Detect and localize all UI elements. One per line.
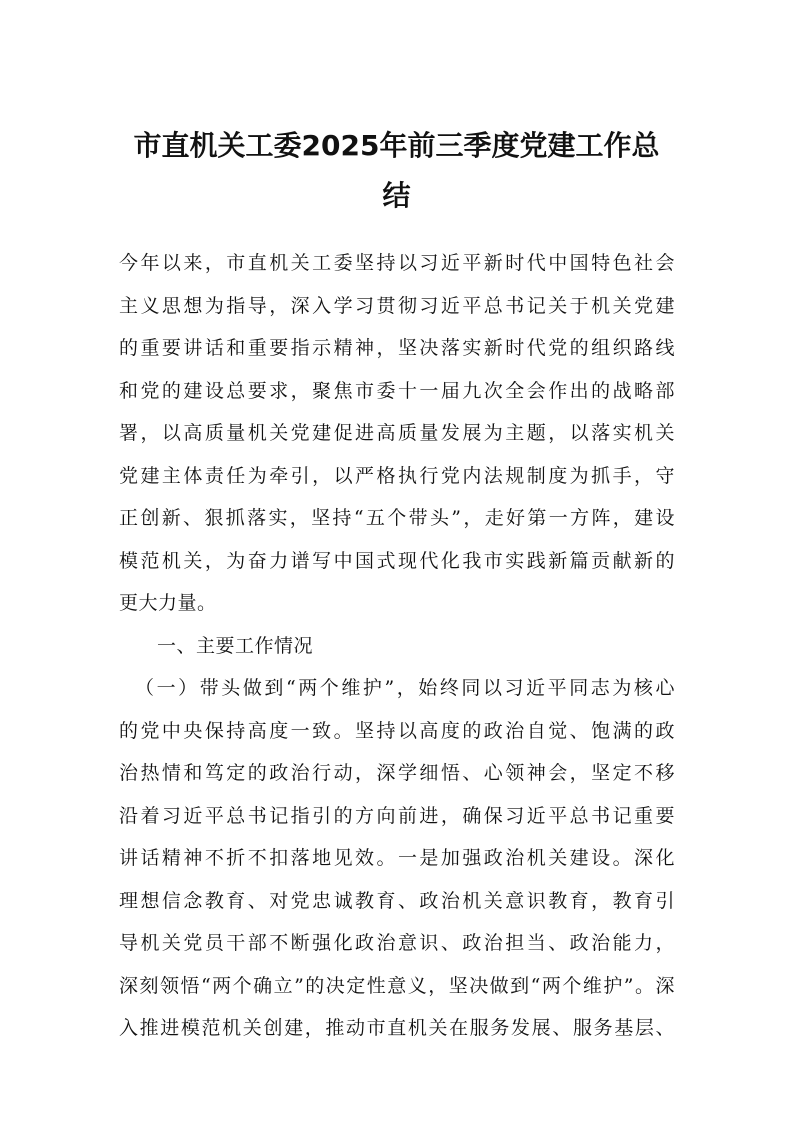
body-line: 治热情和笃定的政治行动，深学细悟、心领神会，坚定不移 (119, 762, 675, 784)
body-line: 党建主体责任为牵引，以严格执行党内法规制度为抓手，守 (119, 464, 675, 487)
body-line: 更大力量。 (119, 592, 217, 614)
body-line: 深刻领悟“两个确立”的决定性意义，坚决做到“两个维护”。深 (119, 974, 675, 997)
body-line: 导机关党员干部不断强化政治意识、政治担当、政治能力， (119, 932, 675, 954)
body-line: 沿着习近平总书记指引的方向前进，确保习近平总书记重要 (119, 804, 675, 827)
body-line: 和党的建设总要求，聚焦市委十一届九次全会作出的战略部 (119, 379, 675, 402)
body-line: 署，以高质量机关党建促进高质量发展为主题，以落实机关 (119, 422, 675, 444)
document-body (119, 242, 675, 1050)
body-line: 正创新、狠抓落实，坚持“五个带头”，走好第一方阵，建设 (119, 507, 675, 529)
body-line: 的党中央保持高度一致。坚持以高度的政治自觉、饱满的政 (119, 719, 675, 742)
body-line: 今年以来，市直机关工委坚持以习近平新时代中国特色社会 (119, 252, 675, 274)
body-line: 理想信念教育、对党忠诚教育、政治机关意识教育，教育引 (119, 889, 675, 912)
section-heading: 一、主要工作情况 (157, 634, 314, 657)
subsection-heading-line: （一）带头做到“两个维护”，始终同以习近平同志为核心 (135, 677, 675, 699)
body-line: 的重要讲话和重要指示精神，坚决落实新时代党的组织路线 (119, 337, 675, 359)
document-title-line-2: 结 (382, 179, 411, 212)
body-line: 主义思想为指导，深入学习贯彻习近平总书记关于机关党建 (119, 294, 675, 317)
document-title-line-1: 市直机关工委2025年前三季度党建工作总 (133, 129, 660, 162)
body-line: 讲话精神不折不扣落地见效。一是加强政治机关建设。深化 (119, 847, 675, 869)
body-line: 模范机关，为奋力谱写中国式现代化我市实践新篇贡献新的 (119, 549, 675, 572)
body-line: 入推进模范机关创建，推动市直机关在服务发展、服务基层、 (119, 1017, 675, 1039)
